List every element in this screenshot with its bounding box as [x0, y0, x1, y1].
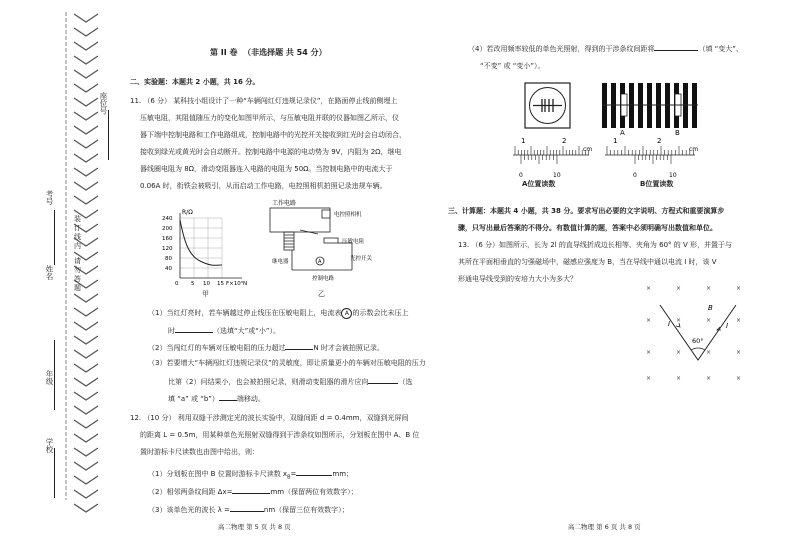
answer-blank[interactable] [654, 43, 698, 51]
current-label-2: I [726, 322, 729, 330]
answer-blank[interactable] [232, 486, 270, 494]
experiment-heading: 二、实验题：本题共 2 小题，共 16 分。 [130, 78, 260, 86]
field-mark: × [736, 375, 742, 382]
field-mark: × [706, 285, 712, 292]
field-mark: × [676, 375, 682, 382]
svg-text:0: 0 [519, 172, 523, 179]
position-a-label: A [620, 129, 625, 137]
field-mark: × [646, 349, 652, 356]
y-tick: 160 [162, 236, 173, 242]
graph-origin: 0 [175, 281, 179, 287]
scale-a-caption: A位置读数 [522, 180, 556, 188]
answer-blank[interactable] [175, 325, 213, 333]
section-title: 第 II 卷 （非选择题 共 54 分） [210, 48, 327, 57]
svg-text:A: A [318, 259, 322, 265]
field-mark: × [646, 285, 652, 292]
field-mark: × [706, 349, 712, 356]
y-tick: 120 [162, 246, 173, 252]
margin-underline-grade [54, 340, 55, 410]
y-tick: 80 [165, 256, 172, 262]
q12-part4: （4）若改用频率较低的单色光照射，得到的干涉条纹间距将 （填 “变大”、 [468, 45, 743, 53]
answer-blank[interactable] [230, 504, 264, 512]
camera-label: 电控照相机 [334, 212, 362, 218]
svg-text:10: 10 [669, 172, 677, 179]
field-mark: × [646, 375, 652, 382]
work-circuit-label: 工作电路 [272, 200, 297, 207]
interference-figure [505, 80, 705, 192]
svg-text:2: 2 [562, 137, 567, 145]
svg-text:cm: cm [689, 146, 699, 153]
x-tick: 15 [217, 281, 224, 287]
resistance-curve [180, 220, 222, 265]
y-tick: 40 [165, 266, 172, 272]
current-label-1: I [668, 320, 671, 328]
position-b-label: B [675, 129, 680, 137]
svg-text:cm: cm [583, 146, 593, 153]
v-wire [660, 305, 736, 360]
scale-b-caption: B位置读数 [640, 180, 674, 188]
sensor-label: 压敏电阻 [342, 239, 365, 245]
field-mark: × [706, 375, 712, 382]
binding-line-pattern [0, 0, 118, 541]
answer-blank[interactable] [296, 468, 332, 476]
graph-x-unit: F×10³N [226, 281, 248, 287]
binding-margin [0, 0, 118, 541]
field-mark: × [676, 349, 682, 356]
margin-underline-seat [108, 110, 109, 160]
q12-part4-cont: “不变” 或 “变小”）。 [480, 62, 545, 70]
sensor-box [324, 238, 338, 243]
y-tick: 240 [162, 216, 173, 222]
relay-label: 继电器 [272, 259, 289, 265]
vernier-scale-a [513, 137, 592, 179]
svg-text:0: 0 [633, 172, 637, 179]
seat-number-label: 座位号 [99, 92, 108, 115]
circuit-caption: 乙 [318, 290, 325, 298]
y-tick: 200 [162, 226, 173, 232]
field-label: B [708, 304, 713, 312]
angle-label: 60° [692, 337, 704, 345]
margin-underline-name [54, 210, 55, 265]
field-mark: × [676, 285, 682, 292]
answer-blank[interactable] [368, 376, 398, 384]
v-wire-magnetic-field [640, 280, 760, 390]
svg-text:1: 1 [613, 137, 618, 145]
answer-blank[interactable] [285, 342, 313, 350]
field-mark: × [676, 317, 682, 324]
angle-arc [691, 348, 705, 350]
pressure-resistance-graph [160, 205, 260, 287]
grade-label: 年级 [45, 370, 54, 385]
camera-box [322, 210, 330, 218]
svg-text:2: 2 [657, 137, 662, 145]
control-circuit-label: 控制电路 [312, 276, 335, 282]
vernier-scale-b [605, 137, 698, 179]
field-mark: × [736, 349, 742, 356]
graph-y-label: R/Ω [182, 209, 193, 216]
page-footer-right: 高二物理 第 6 页 共 8 页 [568, 523, 641, 531]
field-mark: × [736, 285, 742, 292]
exam-number-label: 考号 [45, 190, 54, 205]
switch-label: 光控开关 [350, 256, 373, 262]
ammeter-inline-symbol: A [341, 308, 352, 319]
margin-underline-school [54, 448, 55, 498]
graph-caption: 甲 [202, 290, 209, 298]
name-label: 姓名 [45, 265, 54, 280]
page-footer-left: 高二物理 第 5 页 共 8 页 [218, 523, 291, 531]
margin-warning-text: 装 订 线 内 请 勿 答 题 [74, 215, 81, 292]
field-mark: × [736, 317, 742, 324]
x-tick: 10 [203, 281, 210, 287]
relay-coil [284, 232, 294, 250]
school-label: 学校 [45, 438, 54, 453]
svg-text:1: 1 [521, 137, 526, 145]
answer-blank[interactable] [219, 393, 237, 401]
field-mark: × [646, 317, 652, 324]
relay-circuit-diagram [262, 198, 382, 288]
field-mark: × [706, 317, 712, 324]
svg-text:10: 10 [553, 172, 561, 179]
x-tick: 5 [191, 281, 195, 287]
graph-grid [180, 218, 222, 278]
